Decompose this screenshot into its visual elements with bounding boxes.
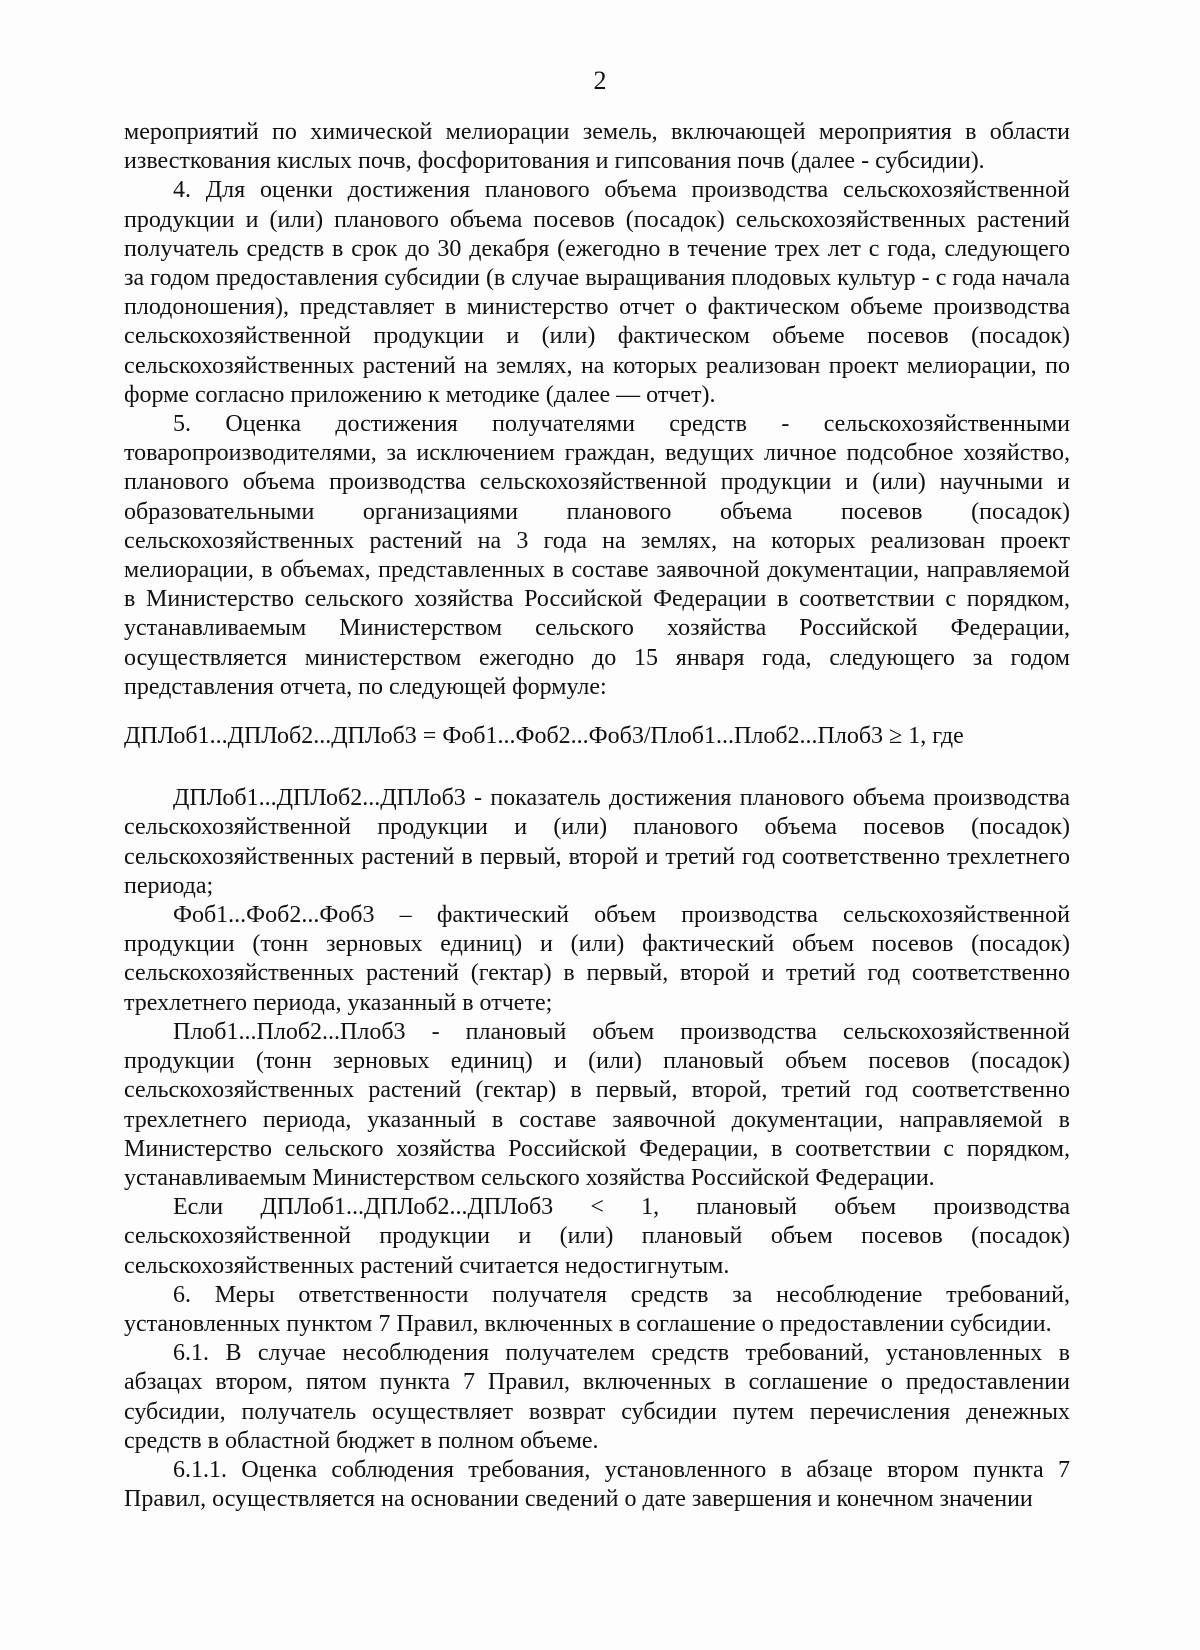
paragraph-continuation: мероприятий по химической мелиорации земель, включающей мероприятия в области известкования кислых почв, фосфоритования и гипсования почв (далее - субсидии). bbox=[124, 119, 1070, 175]
definition-plob: Плоб1...Плоб2...Плоб3 - плановый объем производства сельскохозяйственной продукции (тонн зерновых единиц) и (или) плановый объем посевов (посадок) сельскохозяйственных растений (гектар) в первый, второй, третий год соответственно трехлетнего периода, указанный в составе заявочной документации, направляемой в Министерство сельского хозяйства Российской Федерации, в соответствии с порядком, устанавливаемым Министерством сельского хозяйства Российской Федерации. bbox=[124, 1018, 1070, 1191]
page-number: 2 bbox=[593, 66, 607, 95]
paragraph-condition: Если ДПЛоб1...ДПЛоб2...ДПЛоб3 < 1, плановый объем производства сельскохозяйственной продукции и (или) плановый объем посевов (посадок) сельскохозяйственных растений считается недостигнутым. bbox=[124, 1194, 1070, 1279]
definition-fob: Фоб1...Фоб2...Фоб3 – фактический объем производства сельскохозяйственной продукции (тонн зерновых единиц) и (или) фактический объем посевов (посадок) сельскохозяйственных растений (гектар) в первый, второй и третий год соответственно трехлетнего периода, указанный в отчете; bbox=[124, 902, 1070, 1016]
paragraph-item-6: 6. Меры ответственности получателя средств за несоблюдение требований, установленных пунктом 7 Правил, включенных в соглашение о предоставлении субсидии. bbox=[124, 1281, 1070, 1337]
paragraph-item-6-1: 6.1. В случае несоблюдения получателем средств требований, установленных в абзацах втором, пятом пункта 7 Правил, включенных в соглашение о предоставлении субсидии, получатель осуществляет возврат субсидии путем перечисления денежных средств в областной бюджет в полном объеме. bbox=[124, 1340, 1070, 1454]
formula: ДПЛоб1...ДПЛоб2...ДПЛоб3 = Фоб1...Фоб2...Фоб3/Плоб1...Плоб2...Плоб3 ≥ 1, где bbox=[124, 723, 964, 750]
paragraph-item-4: 4. Для оценки достижения планового объема производства сельскохозяйственной продукции и (или) планового объема посевов (посадок) сельскохозяйственных растений получатель средств в срок до 30 декабря (ежегодно в течение трех лет с года, следующего за годом предоставления субсидии (в случае выращивания плодовых культур - с года начала плодоношения), представляет в министерство отчет о фактическом объеме производства сельскохозяйственной продукции и (или) фактическом объеме посевов (посадок) сельскохозяйственных растений на землях, на которых реализован проект мелиорации, по форме согласно приложению к методике (далее — отчет). bbox=[124, 177, 1070, 408]
paragraph-item-5: 5. Оценка достижения получателями средств - сельскохозяйственными товаропроизводителями, за исключением граждан, ведущих личное подсобное хозяйство, планового объема производства сельскохозяйственной продукции и (или) научными и образовательными организациями планового объема посевов (посадок) сельскохозяйственных растений на 3 года на землях, на которых реализован проект мелиорации, в объемах, представленных в составе заявочной документации, направляемой в Министерство сельского хозяйства Российской Федерации в соответствии с порядком, устанавливаемым Министерством сельского хозяйства Российской Федерации, осуществляется министерством ежегодно до 15 января года, следующего за годом представления отчета, по следующей формуле: bbox=[124, 411, 1070, 700]
paragraph-item-6-1-1: 6.1.1. Оценка соблюдения требования, установленного в абзаце втором пункта 7 Правил, осуществляется на основании сведений о дате завершения и конечном значении bbox=[124, 1456, 1070, 1513]
document-body bbox=[124, 118, 1070, 1514]
definition-dplob: ДПЛоб1...ДПЛоб2...ДПЛоб3 - показатель достижения планового объема производства сельскохозяйственной продукции и (или) планового объема посевов (посадок) сельскохозяйственных растений в первый, второй и третий год соответственно трехлетнего периода; bbox=[124, 785, 1070, 899]
